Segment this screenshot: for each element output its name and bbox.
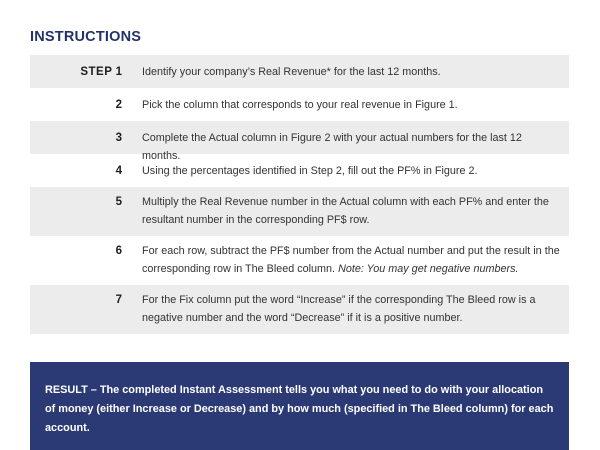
step-number: 3 xyxy=(115,132,122,144)
step-text-main: For each row, subtract the PF$ number from the Actual number and put the result in the corresponding row in The Bleed column. xyxy=(142,245,560,275)
step-number: 4 xyxy=(115,165,122,177)
page-title: INSTRUCTIONS xyxy=(30,29,142,45)
step-3 xyxy=(30,121,569,162)
step-7 xyxy=(30,285,569,334)
step-note: Note: You may get negative numbers. xyxy=(338,263,519,275)
step-5 xyxy=(30,187,569,236)
step-2 xyxy=(30,88,569,121)
step-number: 6 xyxy=(115,245,122,257)
steps-list xyxy=(30,55,569,334)
step-1 xyxy=(30,55,569,88)
step-label: STEP xyxy=(80,66,113,78)
step-text xyxy=(122,242,569,278)
step-text: Pick the column that corresponds to your real revenue in Figure 1. xyxy=(142,99,458,111)
step-text: Using the percentages identified in Step 2, fill out the PF% in Figure 2. xyxy=(142,165,478,177)
step-text: For the Fix column put the word “Increase” if the corresponding The Bleed row is a negative number and the word “Decrease” if it is a positive number. xyxy=(142,294,536,324)
step-number-value: 1 xyxy=(115,66,122,78)
step-number: 5 xyxy=(115,196,122,208)
step-number: 7 xyxy=(115,294,122,306)
step-6 xyxy=(30,236,569,285)
step-number: 2 xyxy=(115,99,122,111)
step-number xyxy=(30,63,122,81)
step-text: Multiply the Real Revenue number in the Actual column with each PF% and enter the resultant number in the corresponding PF$ row. xyxy=(142,196,549,226)
step-text: Identify your company’s Real Revenue* for the last 12 months. xyxy=(142,66,441,78)
result-box: RESULT – The completed Instant Assessment tells you what you need to do with your allocation of money (either Increase or Decrease) and by how much (specified in The Bleed column) for each account. xyxy=(30,362,569,450)
step-text: Complete the Actual column in Figure 2 with your actual numbers for the last 12 months. xyxy=(142,132,522,162)
